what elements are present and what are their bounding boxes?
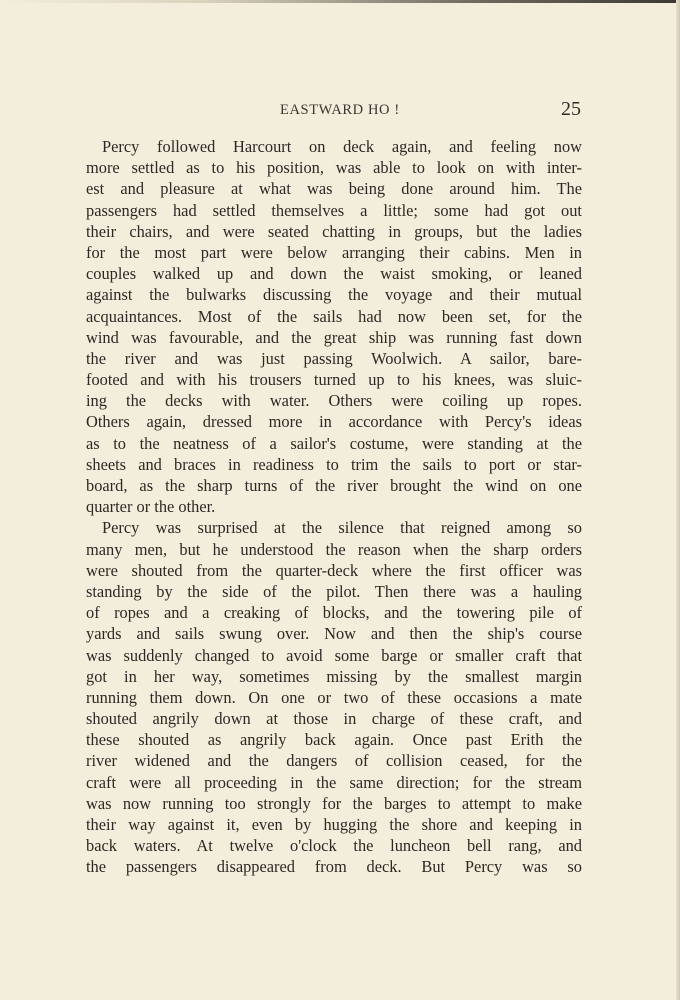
page-number: 25 (561, 98, 581, 120)
paragraph-2-line-4: standing by the side of the pilot. Then there was a hauling (86, 581, 582, 601)
paragraph-1-line-13: ing the decks with water. Others were coiling up ropes. (86, 391, 582, 411)
paragraph-1-line-12: footed and with his trousers turned up to his knees, was sluic- (86, 370, 582, 390)
paragraph-2-line-12: river widened and the dangers of collision ceased, for the (86, 751, 582, 771)
paragraph-2-line-3: were shouted from the quarter-deck where the first officer was (86, 560, 582, 580)
paragraph-1-line-17: board, as the sharp turns of the river brought the wind on one (86, 476, 582, 495)
paragraph-2-line-8: got in her way, sometimes missing by the smallest margin (86, 666, 582, 686)
running-head (0, 98, 680, 128)
page-edge-right (676, 0, 680, 1000)
paragraph-1-line-14: Others again, dressed more in accordance with Percy's ideas (86, 412, 582, 432)
paragraph-2-line-7: was suddenly changed to avoid some barge or smaller craft that (86, 645, 582, 665)
paragraph-1-line-18: quarter or the other. (86, 497, 216, 517)
paragraph-2-line-5: of ropes and a creaking of blocks, and the towering pile of (86, 603, 582, 623)
paragraph-1-line-2: more settled as to his position, was able to look on with inter- (86, 158, 582, 178)
paragraph-1-line-1: Percy followed Harcourt on deck again, and feeling now (102, 137, 582, 156)
paragraph-2-line-13: craft were all proceeding in the same direction; for the stream (86, 772, 582, 792)
paragraph-2-line-15: their way against it, even by hugging the shore and keeping in (86, 815, 582, 834)
paragraph-1-line-4: passengers had settled themselves a little; some had got out (86, 200, 582, 220)
paragraph-1-line-3: est and pleasure at what was being done around him. The (86, 179, 582, 199)
paragraph-1-line-15: as to the neatness of a sailor's costume, were standing at the (86, 433, 582, 453)
paragraph-1-line-16: sheets and braces in readiness to trim the sails to port or star- (86, 454, 582, 474)
paragraph-2-line-16: back waters. At twelve o'clock the luncheon bell rang, and (86, 836, 582, 856)
paragraph-2-line-10: shouted angrily down at those in charge of these craft, and (86, 709, 582, 729)
running-title: EASTWARD HO ! (280, 102, 400, 118)
page-edge-shadow (0, 0, 680, 3)
body-text (86, 136, 582, 878)
paragraph-1-line-9: acquaintances. Most of the sails had now been set, for the (86, 306, 582, 326)
paragraph-1-line-11: the river and was just passing Woolwich. A sailor, bare- (86, 348, 582, 368)
paragraph-2-line-6: yards and sails swung over. Now and then the ship's course (86, 624, 582, 644)
paragraph-2-line-2: many men, but he understood the reason when the sharp orders (86, 539, 582, 559)
paragraph-1-line-5: their chairs, and were seated chatting in groups, but the ladies (86, 221, 582, 241)
paragraph-2-line-9: running them down. On one or two of these occasions a mate (86, 687, 582, 707)
paragraph-2-line-17: the passengers disappeared from deck. But Percy was so (86, 857, 582, 877)
paragraph-2-line-14: was now running too strongly for the barges to attempt to make (86, 793, 582, 813)
paragraph-1-line-7: couples walked up and down the waist smoking, or leaned (86, 264, 582, 284)
paragraph-1-line-6: for the most part were below arranging their cabins. Men in (86, 242, 582, 262)
paragraph-2-line-1: Percy was surprised at the silence that reigned among so (102, 518, 582, 538)
paragraph-1-line-8: against the bulwarks discussing the voyage and their mutual (86, 285, 582, 305)
paragraph-2-line-11: these shouted as angrily back again. Once past Erith the (86, 730, 582, 750)
paragraph-1-line-10: wind was favourable, and the great ship was running fast down (86, 327, 582, 347)
